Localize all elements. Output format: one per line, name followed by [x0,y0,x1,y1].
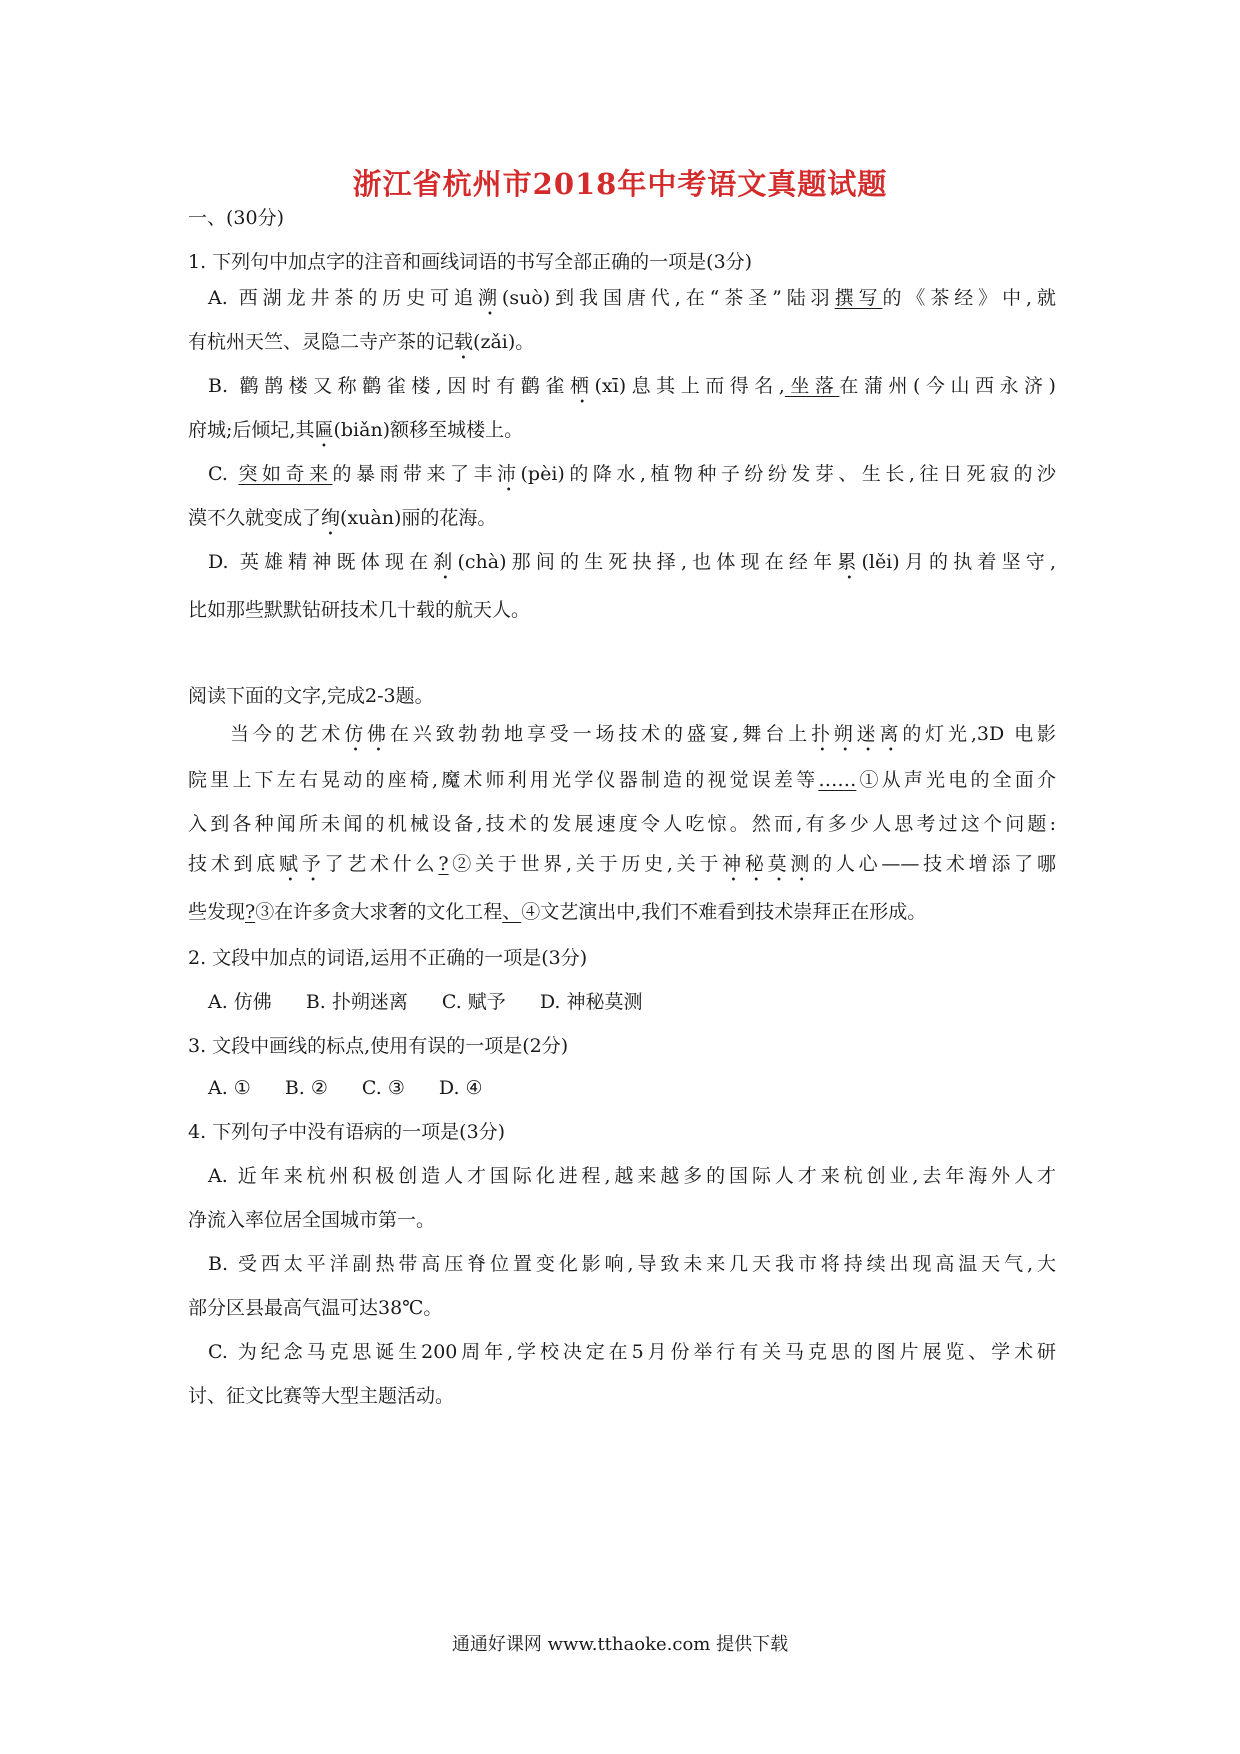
q3-options [208,1076,517,1100]
q1-option-a-line2: 有杭州天竺、灵隐二寺产茶的记载(zǎi)。 [188,331,535,353]
q2-option-b: B. 扑朔迷离 [305,991,408,1013]
q1-stem: 1. 下列句中加点字的注音和画线词语的书写全部正确的一项是(3分) [188,251,753,273]
q3-option-d: D. ④ [438,1077,483,1099]
q4-option-a-line2: 净流入率位居全国城市第一。 [188,1209,436,1231]
page-footer: 通通好课网 www.tthaoke.com 提供下载 [451,1634,789,1655]
passage-line-3: 入到各种闻所未闻的机械设备,技术的发展速度令人吃惊。然而,有多少人思考过这个问题: [188,813,1056,835]
q2-options [208,990,676,1014]
q3-option-b: B. ② [284,1077,328,1099]
q2-option-d: D. 神秘莫测 [539,991,643,1013]
q1-option-a-line1: A. 西湖龙井茶的历史可追溯(suò)到我国唐代,在“茶圣”陆羽撰写的《茶经》中,就 [208,287,1056,309]
q1-option-c-line2: 漠不久就变成了绚(xuàn)丽的花海。 [188,507,497,529]
q1-option-d-line2: 比如那些默默钻研技术几十载的航天人。 [188,599,531,621]
passage-line-5: 些发现?③在许多贪大求奢的文化工程、④文艺演出中,我们不难看到技术崇拜正在形成。 [188,901,927,923]
q4-option-b-line1: B. 受西太平洋副热带高压脊位置变化影响,导致未来几天我市将持续出现高温天气,大 [208,1253,1056,1275]
q4-option-a-line1: A. 近年来杭州积极创造人才国际化进程,越来越多的国际人才来杭创业,去年海外人才 [208,1165,1056,1187]
passage-line-1: 当今的艺术仿佛在兴致勃勃地享受一场技术的盛宴,舞台上扑朔迷离的灯光,3D 电影 [230,723,1056,745]
q2-stem: 2. 文段中加点的词语,运用不正确的一项是(3分) [188,947,588,969]
q1-option-b-line1: B. 鹳鹊楼又称鹳雀楼,因时有鹳雀栖(xī)息其上而得名,坐落在蒲州(今山西永济) [208,375,1056,397]
q4-option-c-line1: C. 为纪念马克思诞生200周年,学校决定在5月份举行有关马克思的图片展览、学术研 [208,1341,1056,1363]
reading-intro: 阅读下面的文字,完成2-3题。 [188,685,434,707]
q3-option-c: C. ③ [361,1077,405,1099]
q2-option-c: C. 赋予 [441,991,506,1013]
passage-line-4: 技术到底赋予了艺术什么?②关于世界,关于历史,关于神秘莫测的人心——技术增添了哪 [188,853,1056,875]
q1-option-d-line1: D. 英雄精神既体现在刹(chà)那间的生死抉择,也体现在经年累(lěi)月的执着坚守, [208,551,1056,573]
q1-option-b-line2: 府城;后倾圮,其匾(biǎn)额移至城楼上。 [188,419,524,441]
q3-option-a: A. ① [208,1077,251,1099]
q4-option-b-line2: 部分区县最高气温可达38℃。 [188,1297,443,1319]
q4-option-c-line2: 讨、征文比赛等大型主题活动。 [188,1385,455,1407]
passage-line-2: 院里上下左右晃动的座椅,魔术师利用光学仪器制造的视觉误差等……①从声光电的全面介 [188,769,1056,791]
page-title: 浙江省杭州市2018年中考语文真题试题 [352,167,888,201]
section-heading: 一、(30分) [188,207,285,229]
q2-option-a: A. 仿佛 [208,991,272,1013]
q4-stem: 4. 下列句子中没有语病的一项是(3分) [188,1121,506,1143]
q1-option-c-line1: C. 突如奇来的暴雨带来了丰沛(pèi)的降水,植物种子纷纷发芽、生长,往日死寂的沙 [208,463,1056,485]
q3-stem: 3. 文段中画线的标点,使用有误的一项是(2分) [188,1035,569,1057]
